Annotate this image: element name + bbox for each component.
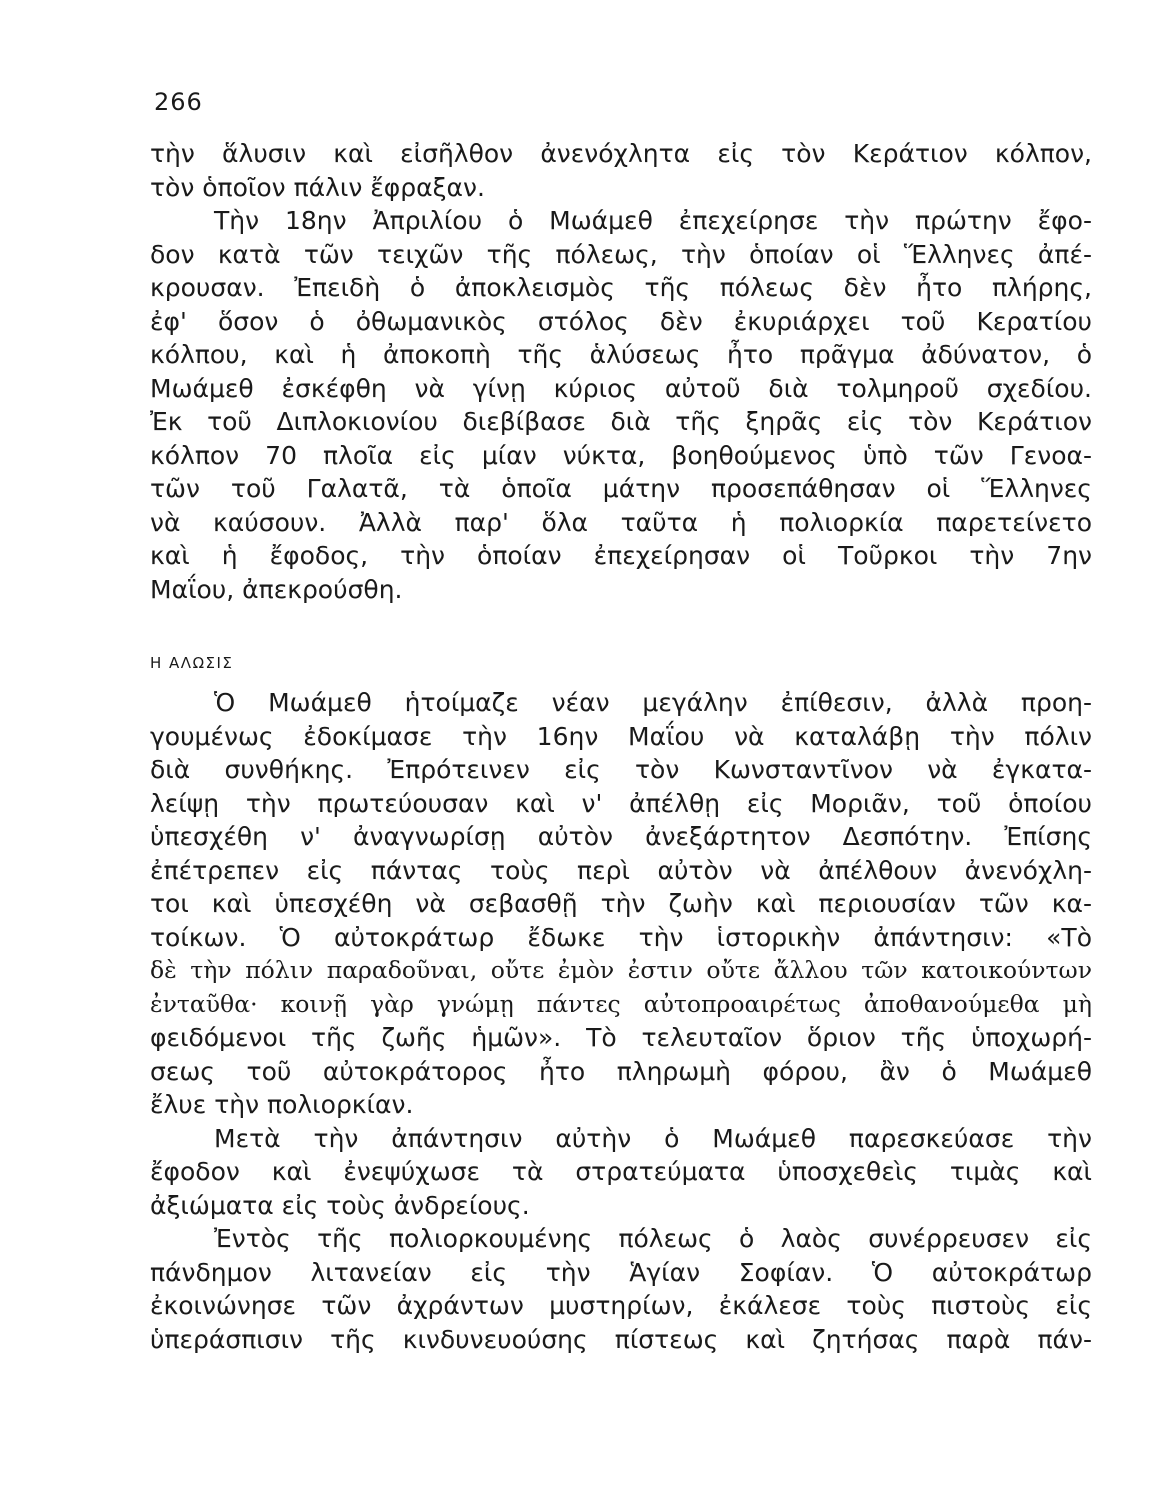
text-line: τῶν τοῦ Γαλατᾶ, τὰ ὁποῖα μάτην προσεπάθησαν οἱ Ἕλληνες (150, 474, 1092, 503)
quote-line: ἐνταῦθα· κοινῇ γὰρ γνώμῃ πάντες αὐτοπροαιρέτως ἀποθανούμεθα μὴ (150, 989, 1092, 1018)
text-line: γουμένως ἐδοκίμασε τὴν 16ην Μαΐου νὰ καταλάβῃ τὴν πόλιν (150, 721, 1092, 751)
text-line: πάνδημον λιτανείαν εἰς τὴν Ἁγίαν Σοφίαν. Ὁ αὐτοκράτωρ (150, 1257, 1092, 1287)
text-line: ἀξιώματα εἰς τοὺς ἀνδρείους. (150, 1190, 530, 1220)
text-line: Μωάμεθ ἐσκέφθη νὰ γίνῃ κύριος αὐτοῦ διὰ τολμηροῦ σχεδίου. (150, 373, 1092, 403)
text-line: νὰ καύσουν. Ἀλλὰ παρ' ὅλα ταῦτα ἡ πολιορκία παρετείνετο (150, 507, 1092, 537)
text-line: τὸν ὁποῖον πάλιν ἔφραξαν. (150, 172, 485, 202)
text-line: Ἐκ τοῦ Διπλοκιονίου διεβίβασε διὰ τῆς ξηρᾶς εἰς τὸν Κεράτιον (150, 407, 1092, 436)
text-line: τοι καὶ ὑπεσχέθη νὰ σεβασθῇ τὴν ζωὴν καὶ περιουσίαν τῶν κα- (150, 889, 1092, 918)
text-line: τοίκων. Ὁ αὐτοκράτωρ ἔδωκε τὴν ἱστορικὴν ἀπάντησιν: «Τὸ (150, 922, 1092, 952)
text-line: τὴν ἅλυσιν καὶ εἰσῆλθον ἀνενόχλητα εἰς τὸν Κεράτιον κόλπον, (150, 139, 1092, 168)
text-line: διὰ συνθήκης. Ἐπρότεινεν εἰς τὸν Κωνσταντῖνον νὰ ἐγκατα- (150, 755, 1092, 784)
text-line: κόλπον 70 πλοῖα εἰς μίαν νύκτα, βοηθούμενος ὑπὸ τῶν Γενοα- (150, 440, 1092, 470)
page-number: 266 (154, 88, 203, 116)
text-line: Μετὰ τὴν ἀπάντησιν αὐτὴν ὁ Μωάμεθ παρεσκεύασε τὴν (214, 1123, 1092, 1153)
text-line: κόλπου, καὶ ἡ ἀποκοπὴ τῆς ἁλύσεως ἦτο πρᾶγμα ἀδύνατον, ὁ (150, 340, 1092, 369)
text-line: κρουσαν. Ἐπειδὴ ὁ ἀποκλεισμὸς τῆς πόλεως δὲν ἦτο πλήρης, (150, 273, 1092, 302)
text-line: Μαΐου, ἀπεκρούσθη. (150, 574, 403, 604)
text-line: ὑπεσχέθη ν' ἀναγνωρίσῃ αὐτὸν ἀνεξάρτητον Δεσπότην. Ἐπίσης (150, 822, 1092, 851)
text-line: ἐφ' ὅσον ὁ ὀθωμανικὸς στόλος δὲν ἐκυριάρχει τοῦ Κερατίου (150, 306, 1092, 336)
text-line: ἔλυε τὴν πολιορκίαν. (150, 1090, 414, 1119)
quote-line: δὲ τὴν πόλιν παραδοῦναι, οὔτε ἐμὸν ἐστιν οὔτε ἄλλου τῶν κατοικούντων (150, 956, 1092, 984)
text-line: ὑπεράσπισιν τῆς κινδυνευούσης πίστεως καὶ ζητήσας παρὰ πάν- (150, 1324, 1092, 1354)
paragraph-block-fall (150, 686, 1092, 1356)
text-line: δον κατὰ τῶν τειχῶν τῆς πόλεως, τὴν ὁποίαν οἱ Ἕλληνες ἀπέ- (150, 239, 1092, 269)
text-line: ἐπέτρεπεν εἰς πάντας τοὺς περὶ αὐτὸν νὰ ἀπέλθουν ἀνενόχλη- (150, 855, 1092, 885)
section-heading: Η ΑΛΩΣΙΣ (150, 654, 234, 672)
text-line: ἐκοινώνησε τῶν ἀχράντων μυστηρίων, ἐκάλεσε τοὺς πιστοὺς εἰς (150, 1291, 1092, 1320)
text-line: φειδόμενοι τῆς ζωῆς ἡμῶν». Τὸ τελευταῖον ὅριον τῆς ὑποχωρή- (150, 1023, 1092, 1052)
text-line: σεως τοῦ αὐτοκράτορος ἦτο πληρωμὴ φόρου, ἂν ὁ Μωάμεθ (150, 1056, 1092, 1086)
paragraph-block-siege (150, 137, 1092, 606)
text-line: λείψῃ τὴν πρωτεύουσαν καὶ ν' ἀπέλθῃ εἰς Μοριᾶν, τοῦ ὁποίου (150, 788, 1092, 818)
text-line: καὶ ἡ ἔφοδος, τὴν ὁποίαν ἐπεχείρησαν οἱ Τοῦρκοι τὴν 7ην (150, 541, 1092, 570)
text-line: Ἐντὸς τῆς πολιορκουμένης πόλεως ὁ λαὸς συνέρρευσεν εἰς (214, 1224, 1092, 1253)
text-line: ἔφοδον καὶ ἐνεψύχωσε τὰ στρατεύματα ὑποσχεθεὶς τιμὰς καὶ (150, 1157, 1092, 1186)
text-line: Ὁ Μωάμεθ ἡτοίμαζε νέαν μεγάλην ἐπίθεσιν, ἀλλὰ προη- (214, 688, 1092, 717)
text-line: Τὴν 18ην Ἀπριλίου ὁ Μωάμεθ ἐπεχείρησε τὴν πρώτην ἔφο- (214, 206, 1092, 235)
